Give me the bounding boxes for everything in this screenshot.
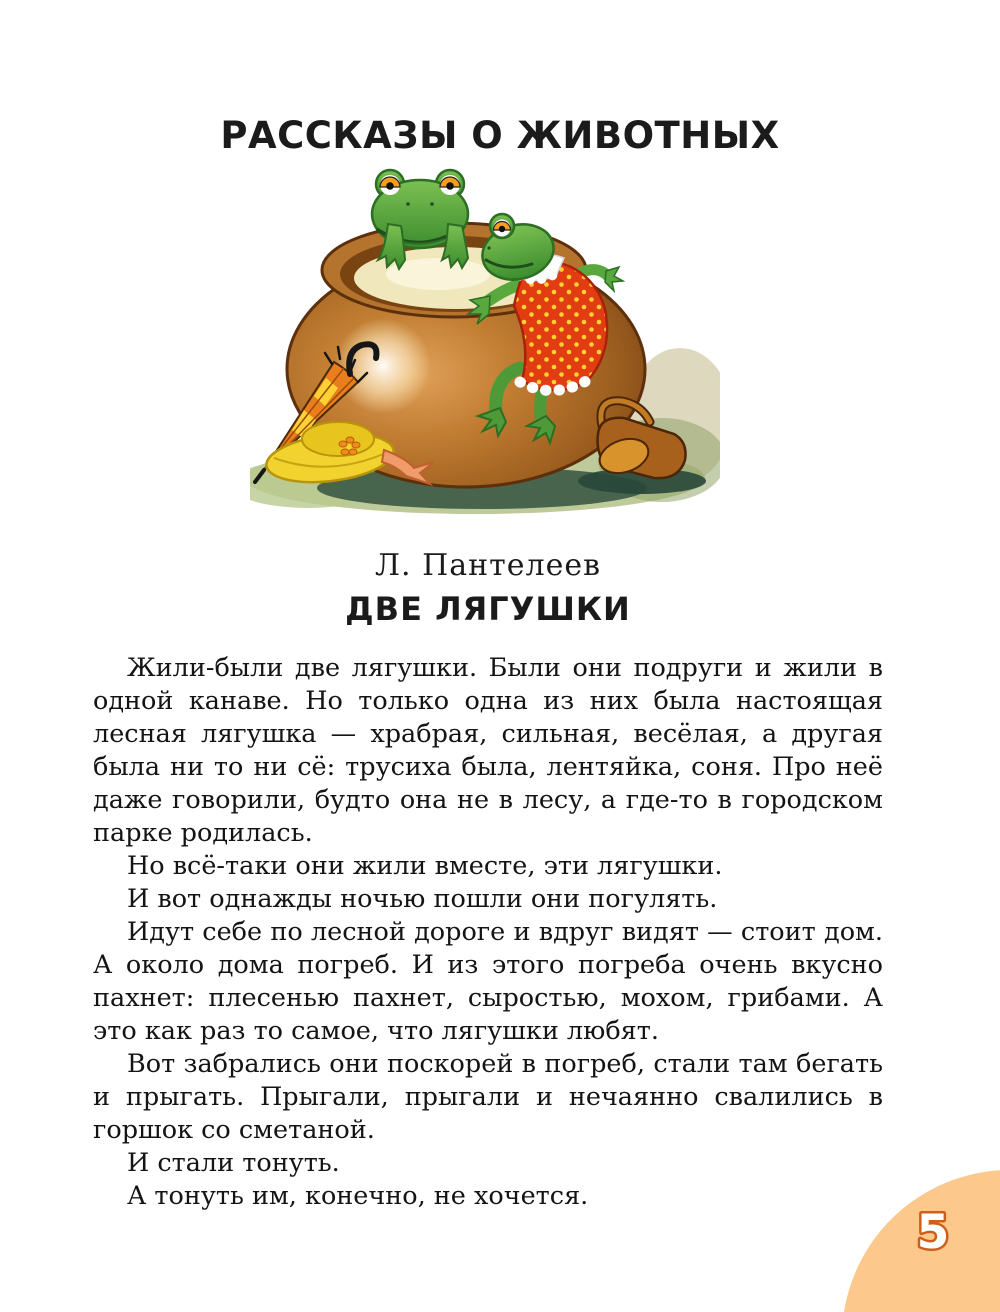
author-name: Л. Пантелеев <box>375 548 601 583</box>
paragraph-4: Идут себе по лесной дороге и вдруг видят — стоит дом. А около дома погреб. И из этого погреба очень вкусно пахнет: плесенью пахнет, сыростью, мохом, грибами. А это как раз то самое, что лягушки любят. <box>93 917 883 1046</box>
paragraph-7: А тонуть им, конечно, не хочется. <box>127 1181 589 1211</box>
paragraph-2: Но всё-таки они жили вместе, эти лягушки. <box>127 851 723 881</box>
illustration-two-frogs-in-pot <box>250 168 720 520</box>
section-title: РАССКАЗЫ О ЖИВОТНЫХ <box>220 114 780 157</box>
paragraph-5: Вот забрались они поскорей в погреб, стали там бегать и прыгать. Прыгали, прыгали и нечаянно свалились в горшок со сметаной. <box>93 1049 883 1145</box>
story-text <box>93 652 883 1213</box>
paragraph-3: И вот однажды ночью пошли они погулять. <box>127 884 718 914</box>
paragraph-1: Жили-были две лягушки. Были они подруги и жили в одной канаве. Но только одна из них была настоящая лесная лягушка — храбрая, сильная, весёлая, а другая была ни то ни сё: трусиха была, лентяйка, соня. Про неё даже говорили, будто она не в лесу, а где-то в городском парке родилась. <box>93 653 883 848</box>
illustration-svg <box>250 168 720 520</box>
paragraph-6: И стали тонуть. <box>127 1148 340 1178</box>
story-title: ДВЕ ЛЯГУШКИ <box>345 590 631 628</box>
page-number-badge <box>893 1192 973 1272</box>
page-number: 5 <box>916 1205 950 1260</box>
